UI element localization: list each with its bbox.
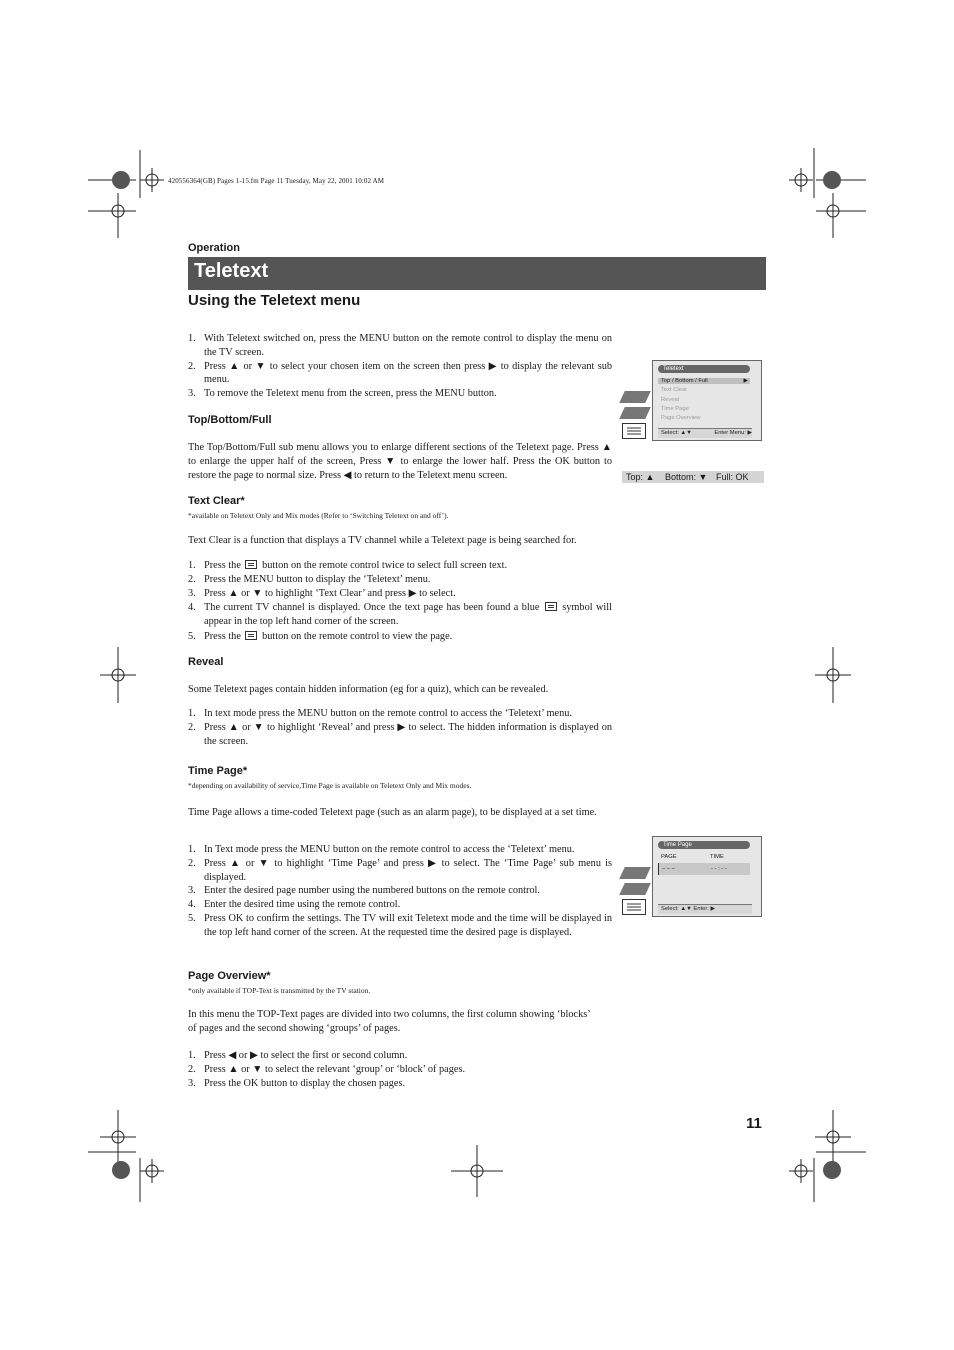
- osd-item: Reveal: [661, 397, 680, 403]
- osd-col-page: PAGE: [661, 854, 677, 860]
- page-number: 11: [746, 1115, 762, 1132]
- list-item: 2. Press the MENU button to display the ‘Teletext’ menu.: [188, 573, 431, 585]
- time-page-note: *depending on availability of service,Time Page is available on Teletext Only and Mix modes.: [188, 781, 472, 790]
- text-clear-text: Text Clear is a function that displays a TV channel while a Teletext page is being searched for.: [188, 535, 577, 546]
- top-bottom-full-text: The Top/Bottom/Full sub menu allows you to enlarge different sections of the Teletext page. Press ▲ to enlarge the upper half of the screen, Press ▼ to enlarge the lower half. Press the OK button to restore the page to normal size. Press ◀ to return to the Teletext menu screen.: [188, 442, 612, 481]
- text-clear-note: *available on Teletext Only and Mix modes (Refer to ‘Switching Teletext on and off’).: [188, 511, 449, 520]
- heading-reveal: Reveal: [188, 656, 224, 668]
- teletext-icon: [622, 899, 646, 915]
- intro-steps: [188, 332, 612, 401]
- text-clear-steps: [188, 559, 612, 644]
- list-item: 2. Press ▲ or ▼ to highlight ‘Time Page’ and press ▶ to select. The ‘Time Page’ sub menu is displayed.: [188, 857, 612, 883]
- chevron-right-icon: ▶: [743, 378, 748, 384]
- teletext-icon: [545, 602, 557, 611]
- time-page-steps: [188, 843, 612, 940]
- tv-picture-icon: [619, 391, 651, 403]
- list-item: 4. The current TV channel is displayed. Once the text page has been found a blue symbol will appear in the top left hand corner of the screen.: [188, 602, 612, 628]
- list-item: 2. Press ▲ or ▼ to select your chosen item on the screen then press ▶ to display the relevant sub menu.: [188, 360, 612, 386]
- page-overview-note: *only available if TOP-Text is transmitted by the TV station.: [188, 986, 371, 995]
- list-item: 5. Press the button on the remote control to view the page.: [188, 630, 453, 642]
- teletext-icon: [245, 631, 257, 640]
- osd-title: Teletext: [658, 365, 750, 373]
- reveal-text: Some Teletext pages contain hidden information (eg for a quiz), which can be revealed.: [188, 684, 549, 695]
- file-header: 420556364(GB) Pages 1-15.fm Page 11 Tuesday, May 22, 2001 10:02 AM: [168, 177, 385, 185]
- list-item: 3. Enter the desired page number using the numbered buttons on the remote control.: [188, 885, 540, 897]
- teletext-menu-screen: [652, 360, 762, 441]
- osd-title: Time Page: [658, 841, 750, 849]
- osd-item-selected: Top / Bottom / Full ▶: [658, 378, 750, 384]
- osd-col-time: TIME: [710, 854, 724, 860]
- heading-time-page: Time Page*: [188, 765, 248, 777]
- osd-item: Time Page: [661, 406, 689, 412]
- heading-text-clear: Text Clear*: [188, 495, 245, 507]
- top-bottom-full-legend: Top: ▲ Bottom: ▼ Full: OK: [622, 471, 764, 483]
- list-item: 4. Enter the desired time using the remote control.: [188, 899, 401, 911]
- list-item: 1. In Text mode press the MENU button on the remote control to access the ‘Teletext’ menu.: [188, 844, 575, 855]
- list-item: 5. Press OK to confirm the settings. The TV will exit Teletext mode and the time will be displayed in the top left hand corner of the screen. At the requested time the desired page is displayed.: [188, 912, 612, 938]
- page-title: Teletext: [194, 260, 269, 282]
- title-bar: [188, 257, 766, 290]
- sound-icon: [619, 883, 651, 895]
- reveal-steps: [188, 707, 612, 748]
- tv-picture-icon: [619, 867, 651, 879]
- teletext-icon: [622, 423, 646, 439]
- list-item: 1. Press ◀ or ▶ to select the first or second column.: [188, 1050, 408, 1061]
- sound-icon: [619, 407, 651, 419]
- osd-footer: Select: ▲▼ Enter Menu: ▶: [658, 428, 752, 438]
- list-item: 2. Press ▲ or ▼ to select the relevant ‘group’ or ‘block’ of pages.: [188, 1063, 466, 1075]
- time-page-screen: [652, 836, 762, 917]
- osd-time-entry: – – – - - : - -: [658, 863, 750, 875]
- page-subtitle: Using the Teletext menu: [188, 292, 361, 309]
- list-item: 1. Press the button on the remote control twice to select full screen text.: [188, 560, 508, 571]
- heading-top-bottom-full: Top/Bottom/Full: [188, 414, 272, 426]
- list-item: 3. Press the OK button to display the chosen pages.: [188, 1077, 406, 1089]
- osd-item: Text Clear: [661, 387, 688, 393]
- time-page-text: Time Page allows a time-coded Teletext page (such as an alarm page), to be displayed at a set time.: [188, 807, 597, 818]
- list-item: 3. Press ▲ or ▼ to highlight ‘Text Clear’ and press ▶ to select.: [188, 587, 456, 599]
- page-overview-steps: [188, 1049, 612, 1090]
- heading-page-overview: Page Overview*: [188, 970, 271, 982]
- list-item: 3. To remove the Teletext menu from the screen, press the MENU button.: [188, 388, 497, 400]
- list-item: 2. Press ▲ or ▼ to highlight ‘Reveal’ and press ▶ to select. The hidden information is displayed on the screen.: [188, 721, 612, 747]
- osd-item: Page Overview: [661, 415, 701, 421]
- page-overview-text: In this menu the TOP-Text pages are divided into two columns, the first column showing ‘blocks’ of pages and the second showing ‘groups’ of pages.: [188, 1009, 590, 1034]
- osd-footer: Select: ▲▼ Enter: ▶: [658, 904, 752, 914]
- teletext-icon: [245, 560, 257, 569]
- list-item: 1. With Teletext switched on, press the MENU button on the remote control to display the menu on the TV screen.: [188, 333, 612, 358]
- section-label: Operation: [188, 242, 240, 254]
- list-item: 1. In text mode press the MENU button on the remote control to access the ‘Teletext’ menu.: [188, 708, 572, 719]
